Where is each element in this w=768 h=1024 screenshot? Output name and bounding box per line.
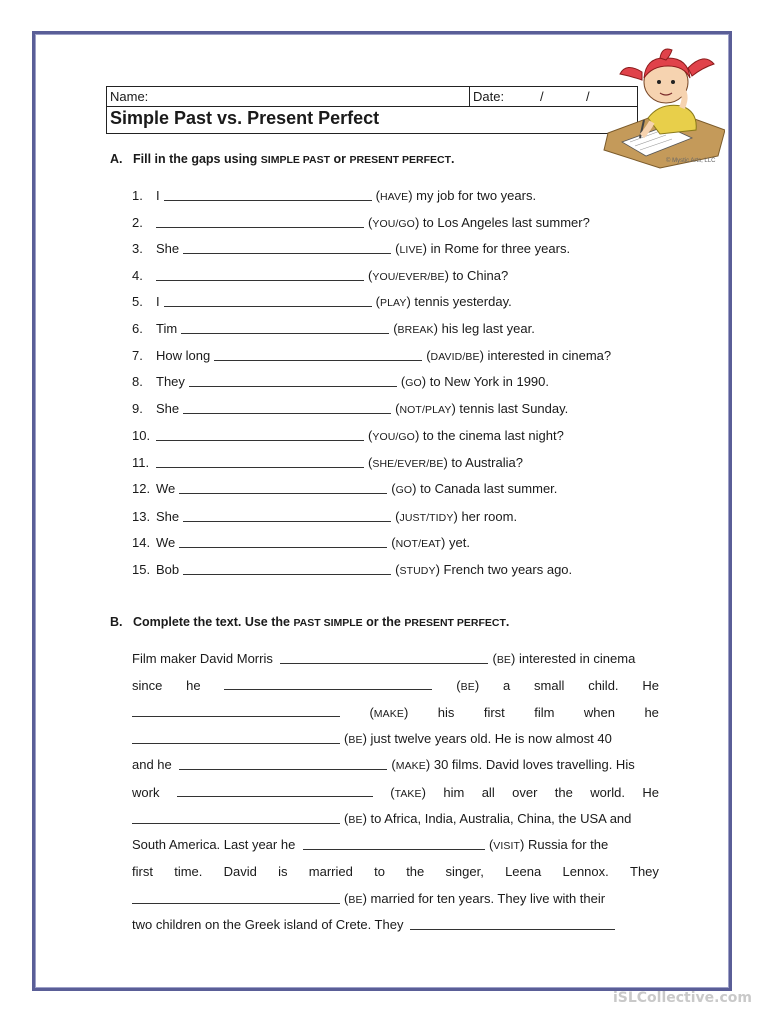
item-number: 9. [132, 401, 143, 416]
text-fragment: he [186, 678, 201, 693]
verb-prompt: HAVE [379, 191, 409, 203]
text-fragment: he [644, 705, 659, 720]
text-fragment: David [223, 864, 257, 879]
verb-prompt: NOT/PLAY [399, 404, 452, 416]
item-number: 10. [132, 428, 151, 443]
exercise-item: 14. We (NOT/EAT) yet. [132, 535, 470, 550]
answer-blank[interactable] [164, 188, 372, 201]
text-fragment: time. [174, 864, 203, 879]
verb-prompt: TAKE [394, 788, 422, 800]
item-number: 14. [132, 535, 151, 550]
verb-prompt: MAKE [373, 708, 404, 720]
date-separator: / [540, 89, 544, 104]
item-rest: tennis last Sunday. [459, 401, 569, 416]
text-fragment: He [642, 678, 659, 693]
answer-blank[interactable] [179, 535, 387, 548]
exercise-item: 15. Bob (STUDY) French two years ago. [132, 562, 573, 577]
answer-blank[interactable] [303, 837, 485, 850]
verb-prompt: GO [405, 377, 422, 389]
answer-blank[interactable] [189, 374, 397, 387]
verb-prompt: PLAY [379, 297, 407, 309]
item-number: 15. [132, 562, 151, 577]
text-fragment: singer, [445, 864, 484, 879]
verb-prompt: YOU/EVER/BE [372, 271, 445, 283]
answer-blank[interactable] [164, 294, 372, 307]
answer-blank[interactable] [177, 784, 373, 797]
answer-blank[interactable] [132, 731, 340, 744]
text-fragment: him [443, 785, 465, 800]
date-label: Date: [473, 89, 505, 104]
exercise-item: 11. (SHE/EVER/BE) to Australia? [132, 455, 523, 470]
text-fragment: the [554, 785, 573, 800]
item-subject: We [156, 535, 176, 550]
answer-blank[interactable] [179, 757, 387, 770]
item-number: 11. [132, 455, 150, 470]
answer-blank[interactable] [156, 215, 364, 228]
item-rest: to China? [452, 268, 509, 283]
text-line: South America. Last year he (VISIT) Russia for the [132, 837, 609, 852]
exercise-item: 10. (YOU/GO) to the cinema last night? [132, 428, 564, 443]
text-line [132, 784, 659, 800]
verb-prompt: BREAK [397, 324, 434, 336]
exercise-item: 7. How long (DAVID/BE) interested in cinema? [132, 348, 612, 363]
item-subject: Tim [156, 321, 178, 336]
verb-prompt: BE [460, 681, 475, 693]
item-number: 4. [132, 268, 143, 283]
item-rest: tennis yesterday. [414, 294, 512, 309]
worksheet-title: Simple Past vs. Present Perfect [110, 108, 380, 128]
verb-prompt: MAKE [395, 760, 426, 772]
item-number: 3. [132, 241, 143, 256]
text-fragment: interested in cinema [518, 651, 636, 666]
tense-label: PRESENT PERFECT [404, 617, 506, 629]
answer-blank[interactable] [280, 651, 488, 664]
item-rest: interested in cinema? [487, 348, 612, 363]
item-rest: my job for two years. [416, 188, 537, 203]
answer-blank[interactable] [410, 917, 615, 930]
text-line: Film maker David Morris (BE) interested in cinema [132, 651, 636, 666]
verb-prompt: SHE/EVER/BE [372, 458, 444, 470]
text-line: (BE) just twelve years old. He is now almost 40 [132, 731, 659, 747]
text-fragment: work [132, 785, 160, 800]
exercise-item: 1. I (HAVE) my job for two years. [132, 188, 537, 203]
item-rest: French two years ago. [443, 562, 573, 577]
answer-blank[interactable] [181, 321, 389, 334]
text-fragment: Lennox. [562, 864, 609, 879]
text-fragment: Russia for the [528, 837, 609, 852]
exercise-item: 13. She (JUST/TIDY) her room. [132, 509, 518, 524]
verb-prompt: DAVID/BE [430, 351, 480, 363]
answer-blank[interactable] [183, 562, 391, 575]
text-line [132, 864, 659, 880]
item-rest: in Rome for three years. [430, 241, 571, 256]
verb-prompt: BE [348, 734, 363, 746]
verb-prompt: GO [395, 484, 413, 496]
text-fragment: They [630, 864, 659, 879]
item-rest: his leg last year. [441, 321, 535, 336]
item-subject: I [156, 188, 160, 203]
text-fragment: married [308, 864, 353, 879]
item-subject: They [156, 374, 185, 389]
text-fragment: film [534, 705, 555, 720]
instruction-text: . [451, 152, 455, 166]
text-fragment: small [534, 678, 565, 693]
text-fragment: just twelve years old. He is now almost 40 [370, 731, 612, 746]
site-watermark: iSLCollective.com [612, 990, 752, 1006]
text-fragment: He [642, 785, 659, 800]
item-subject: We [156, 481, 176, 496]
tense-label: SIMPLE PAST [260, 154, 331, 166]
answer-blank[interactable] [132, 891, 340, 904]
section-a-instruction [133, 152, 454, 166]
text-fragment: since [132, 678, 163, 693]
answer-blank[interactable] [179, 481, 387, 494]
verb-prompt-group: (MAKE) [369, 705, 409, 720]
text-fragment: South America. Last year he [132, 837, 296, 852]
verb-prompt: YOU/GO [372, 218, 415, 230]
section-a-letter: A. [110, 152, 123, 166]
header-info-row [107, 87, 637, 107]
item-subject: She [156, 401, 180, 416]
text-fragment: all [481, 785, 495, 800]
text-line [132, 677, 659, 693]
girl-writing-illustration [600, 38, 725, 173]
text-fragment: first [483, 705, 505, 720]
verb-prompt: BE [348, 894, 363, 906]
verb-prompt: STUDY [399, 565, 436, 577]
text-fragment: over [512, 785, 538, 800]
answer-blank[interactable] [156, 455, 364, 468]
verb-prompt: BE [496, 654, 512, 666]
text-fragment: his [437, 705, 455, 720]
item-subject: She [156, 241, 180, 256]
text-line [132, 917, 659, 933]
text-fragment: to Africa, India, Australia, China, the USA and [370, 811, 632, 826]
item-rest: to Australia? [451, 455, 523, 470]
verb-prompt: VISIT [493, 840, 521, 852]
text-fragment: 30 films. David loves travelling. His [433, 757, 635, 772]
tense-label: PRESENT PERFECT [349, 154, 451, 166]
answer-blank[interactable] [214, 348, 422, 361]
item-subject: She [156, 509, 180, 524]
item-number: 8. [132, 374, 143, 389]
item-number: 6. [132, 321, 143, 336]
exercise-item: 8. They (GO) to New York in 1990. [132, 374, 549, 389]
text-line: and he (MAKE) 30 films. David loves travelling. His [132, 757, 635, 772]
item-subject: Bob [156, 562, 180, 577]
verb-prompt: LIVE [399, 244, 423, 256]
exercise-item: 3. She (LIVE) in Rome for three years. [132, 241, 571, 256]
worksheet-header [106, 86, 638, 134]
text-line: (BE) to Africa, India, Australia, China, the USA and [132, 811, 659, 827]
answer-blank[interactable] [224, 677, 432, 690]
exercise-item: 2. (YOU/GO) to Los Angeles last summer? [132, 215, 590, 230]
verb-prompt: JUST/TIDY [399, 512, 454, 524]
verb-prompt: BE [348, 814, 363, 826]
verb-prompt: YOU/GO [372, 431, 415, 443]
verb-prompt-group: (TAKE) [390, 785, 426, 800]
text-fragment: to [374, 864, 385, 879]
answer-blank[interactable] [156, 428, 364, 441]
text-fragment: when [583, 705, 615, 720]
answer-blank[interactable] [183, 401, 391, 414]
text-fragment: two children on the Greek island of Crete. They [132, 917, 404, 932]
section-b-instruction [133, 615, 509, 629]
verb-prompt: NOT/EAT [395, 538, 442, 550]
tense-label: PAST SIMPLE [293, 617, 363, 629]
item-subject: I [156, 294, 160, 309]
item-rest: her room. [461, 509, 518, 524]
section-b-letter: B. [110, 615, 123, 629]
text-line: (BE) married for ten years. They live with their [132, 891, 659, 907]
text-line [132, 704, 659, 720]
item-rest: to Los Angeles last summer? [422, 215, 590, 230]
answer-blank[interactable] [132, 811, 340, 824]
exercise-item: 12. We (GO) to Canada last summer. [132, 481, 558, 496]
name-label: Name: [110, 89, 149, 104]
item-rest: to New York in 1990. [429, 374, 549, 389]
item-rest: to Canada last summer. [420, 481, 558, 496]
instruction-text: . [505, 615, 510, 629]
text-fragment: child. [588, 678, 619, 693]
item-number: 1. [132, 188, 143, 203]
text-fragment: a [502, 678, 511, 693]
answer-blank[interactable] [132, 704, 340, 717]
item-subject: How long [156, 348, 211, 363]
exercise-item: 4. (YOU/EVER/BE) to China? [132, 268, 509, 283]
instruction-text: Fill in the gaps using [133, 152, 261, 166]
text-fragment: Film maker David Morris [132, 651, 273, 666]
date-separator: / [586, 89, 590, 104]
item-number: 2. [132, 215, 143, 230]
instruction-text: Complete the text. Use the [133, 615, 294, 629]
text-fragment: the [406, 864, 425, 879]
instruction-text: or the [362, 615, 405, 629]
exercise-item: 6. Tim (BREAK) his leg last year. [132, 321, 535, 336]
answer-blank[interactable] [183, 509, 391, 522]
illustration-copyright: © Mystic Arts, LLC [666, 158, 716, 164]
text-fragment: and he [132, 757, 172, 772]
text-fragment: married for ten years. They live with their [370, 891, 606, 906]
text-fragment: Leena [505, 864, 542, 879]
verb-prompt-group: (BE) [456, 678, 480, 693]
answer-blank[interactable] [183, 241, 391, 254]
item-number: 12. [132, 481, 151, 496]
item-number: 7. [132, 348, 143, 363]
answer-blank[interactable] [156, 268, 364, 281]
item-number: 5. [132, 294, 143, 309]
instruction-text: or [330, 152, 350, 166]
text-fragment: first [132, 864, 153, 879]
item-number: 13. [132, 509, 151, 524]
item-rest: to the cinema last night? [422, 428, 564, 443]
item-rest: yet. [449, 535, 470, 550]
exercise-item: 9. She (NOT/PLAY) tennis last Sunday. [132, 401, 569, 416]
text-fragment: is [278, 864, 288, 879]
text-fragment: world. [590, 785, 625, 800]
exercise-item: 5. I (PLAY) tennis yesterday. [132, 294, 512, 309]
